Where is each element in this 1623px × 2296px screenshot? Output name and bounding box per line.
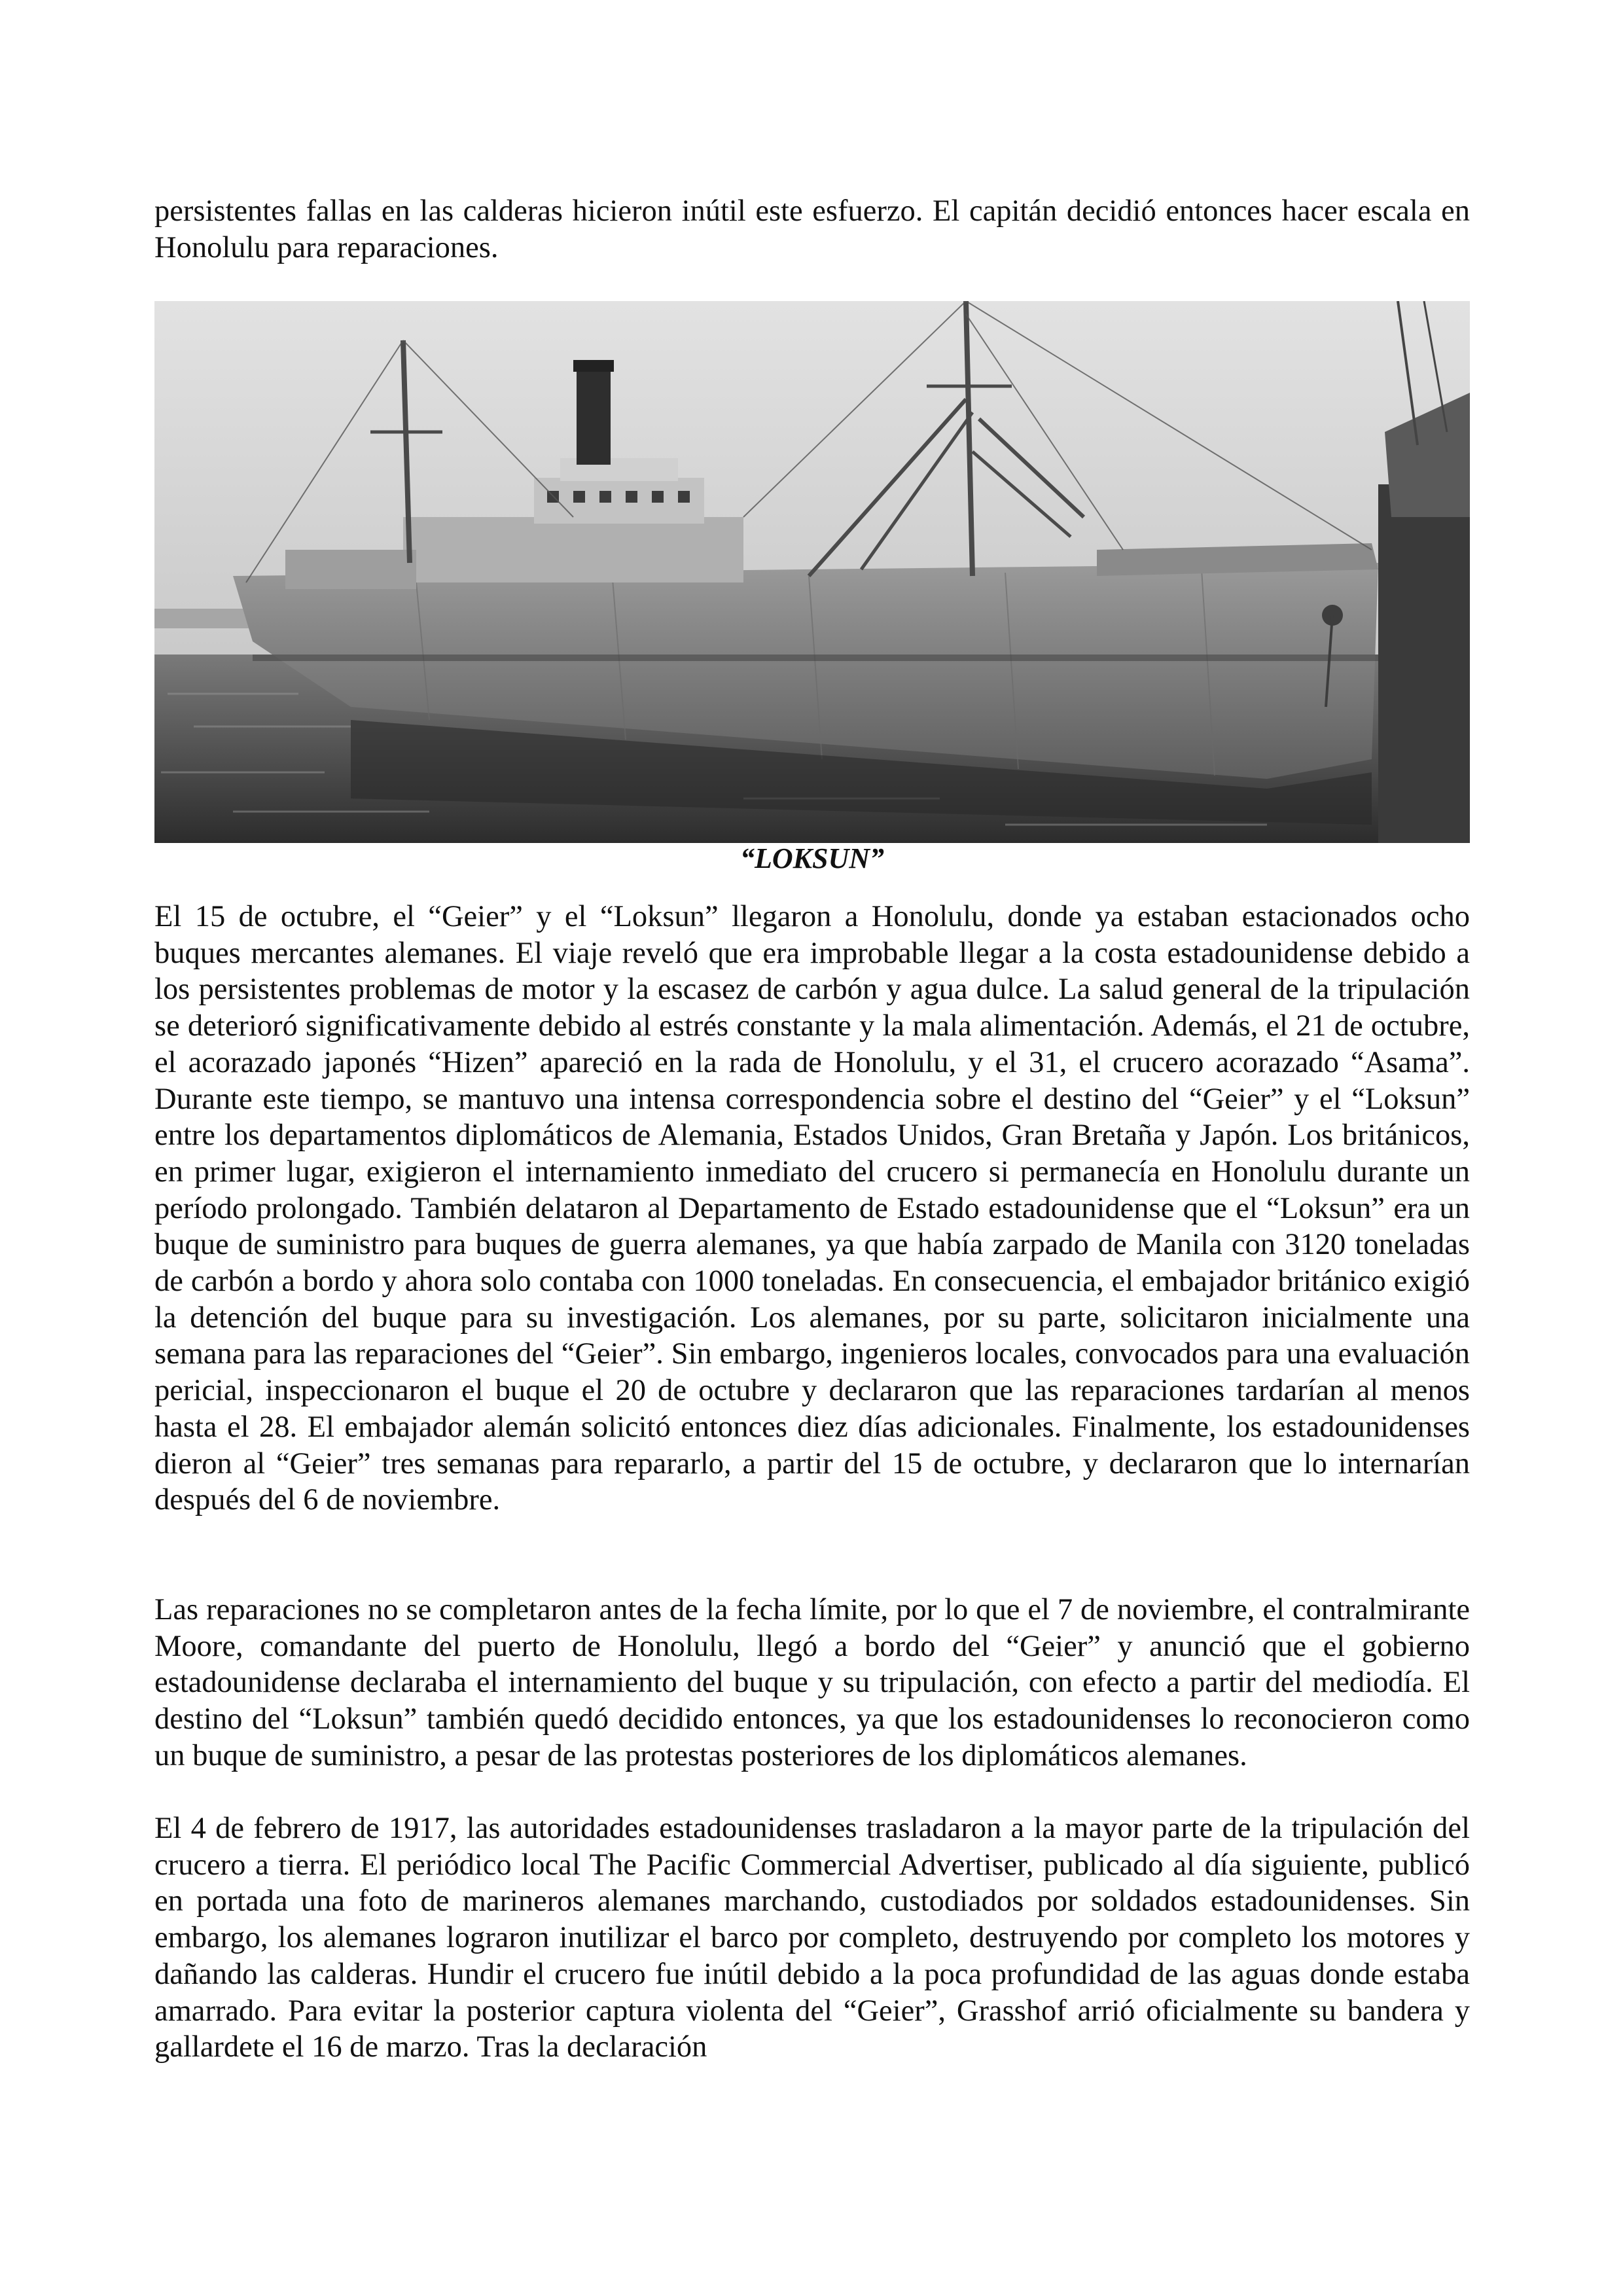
paragraph-honolulu-arrival: El 15 de octubre, el “Geier” y el “Loksun” llegaron a Honolulu, donde ya estaban estacionados ocho buques mercantes alemanes. El viaje reveló que era improbable llegar a la costa estadounidense debido a los persistentes problemas de motor y la escasez de carbón y agua dulce. La salud general de la tripulación se deterioró significativamente debido al estrés constante y la mala alimentación. Además, el 21 de octubre, el acorazado japonés “Hizen” apareció en la rada de Honolulu, y el 31, el crucero acorazado “Asama”. Durante este tiempo, se mantuvo una intensa correspondencia sobre el destino del “Geier” y el “Loksun” entre los departamentos diplomáticos de Alemania, Estados Unidos, Gran Bretaña y Japón. Los británicos, en primer lugar, exigieron el internamiento inmediato del crucero si permanecía en Honolulu durante un período prolongado. También delataron al Departamento de Estado estadounidense que el “Loksun” era un buque de suministro para buques de guerra alemanes, ya que había zarpado de Manila con 3120 toneladas de carbón a bordo y ahora solo contaba con 1000 toneladas. En consecuencia, el embajador británico exigió la detención del buque para su investigación. Los alemanes, por su parte, solicitaron inicialmente una semana para las reparaciones del “Geier”. Sin embargo, ingenieros locales, convocados para una evaluación pericial, inspeccionaron el buque el 20 de octubre y declararon que las reparaciones tardarían al menos hasta el 28. El embajador alemán solicitó entonces diez días adicionales. Finalmente, los estadounidenses dieron al “Geier” tres semanas para repararlo, a partir del 15 de octubre, y declararon que lo internarían después del 6 de noviembre. (154, 900, 1470, 1517)
figure-caption: “LOKSUN” (740, 842, 885, 874)
loksun-ship-image (154, 301, 1470, 843)
paragraph-internment: Las reparaciones no se completaron antes de la fecha límite, por lo que el 7 de noviembre, el contralmirante Moore, comandante del puerto de Honolulu, llegó a bordo del “Geier” y anunció que el gobierno estadounidense declaraba el internamiento del buque y su tripulación, con efecto a partir del mediodía. El destino del “Loksun” también quedó decidido entonces, ya que los estadounidenses lo reconocieron como un buque de suministro, a pesar de las protestas posteriores de los diplomáticos alemanes. (154, 1593, 1470, 1772)
paragraph-1917: El 4 de febrero de 1917, las autoridades estadounidenses trasladaron a la mayor parte de la tripulación del crucero a tierra. El periódico local The Pacific Commercial Advertiser, publicado al día siguiente, publicó en portada una foto de marineros alemanes marchando, custodiados por soldados estadounidenses. Sin embargo, los alemanes lograron inutilizar el barco por completo, destruyendo por completo los motores y dañando las calderas. Hundir el crucero fue inútil debido a la poca profundidad de las aguas donde estaba amarrado. Para evitar la posterior captura violenta del “Geier”, Grasshof arrió oficialmente su bandera y gallardete el 16 de marzo. Tras la declaración (154, 1812, 1470, 2064)
ship-photo (154, 301, 1470, 843)
document-page (154, 0, 1470, 2296)
paragraph-intro: persistentes fallas en las calderas hicieron inútil este esfuerzo. El capitán decidió entonces hacer escala en Honolulu para reparaciones. (154, 194, 1470, 264)
